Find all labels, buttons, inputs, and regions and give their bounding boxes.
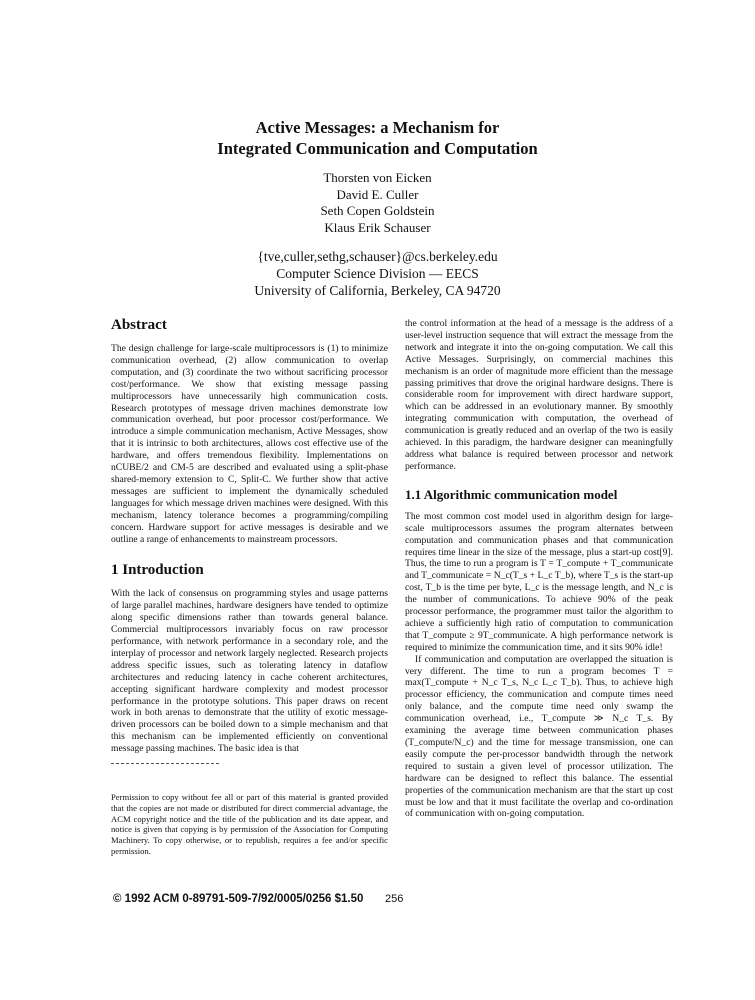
author: Thorsten von Eicken xyxy=(323,170,432,185)
copyright-line: © 1992 ACM 0-89791-509-7/92/0005/0256 $1.50 xyxy=(113,893,364,905)
introduction-text: With the lack of consensus on programming styles and usage patterns of large parallel machines, hardware designers have tended to optimize along specific dimensions rather than towards general balance. Commercial multiprocessors invariably focus on raw processor performance, with network performance in a secondary role, and the interplay of processor and network largely neglected. Research projects address specific issues, such as tolerating latency in dataflow architectures and reducing latency in cache coherent architectures, accepting significant hardware complexity and modest processor performance in the prototype solutions. This paper draws on recent work in both arenas to demonstrate that the utility of exotic message-driven processors can be boiled down to a simple mechanism and that this mechanism can be implemented efficiently on conventional message passing machines. The basic idea is that xyxy=(111,588,388,755)
author: David E. Culler xyxy=(336,186,419,202)
title-line-2: Integrated Communication and Computation xyxy=(217,139,538,158)
abstract-heading: Abstract xyxy=(111,317,167,333)
division: Computer Science Division — EECS xyxy=(276,266,479,281)
email: {tve,culler,sethg,schauser}@cs.berkeley.edu xyxy=(257,249,498,264)
page-number: 256 xyxy=(385,893,404,905)
left-column xyxy=(111,316,388,856)
permission-footnote: Permission to copy without fee all or part of this material is granted provided that the copies are not made or distributed for direct commercial advantage, the ACM copyright notice and the title of the publication and its date appear, and notice is given that copying is by permission of the Association for Computing Machinery. To copy otherwise, or to republish, requires a fee and/or specific permission. xyxy=(111,792,388,856)
introduction-continued: the control information at the head of a message is the address of a user-level instruction sequence that will extract the message from the network and integrate it into the on-going computation. We call this Active Messages. Surprisingly, on commercial machines this mechanism is an order of magnitude more efficient than the message passing primitives that drove the original hardware designs. There is considerable room for improvement with direct hardware support, which can be addressed in an evolutionary manner. By smoothly integrating communication with computation, the overhead of communication is greatly reduced and an overlap of the two is easily achieved. In this paradigm, the hardware designer can meaningfully address what balance is required between processor and network performance. xyxy=(405,318,673,472)
introduction-heading: 1 Introduction xyxy=(111,562,204,579)
paper-title xyxy=(0,117,755,159)
abstract-text: The design challenge for large-scale multiprocessors is (1) to minimize communication overhead, (2) allow communication to overlap computation, and (3) coordinate the two without sacrificing processor cost/performance. We show that existing message passing multiprocessors have unnecessarily high communication costs. Research prototypes of message driven machines demonstrate low communication overhead, but poor processor cost/performance. We introduce a simple communication mechanism, Active Messages, show that it is intrinsic to both architectures, allows cost effective use of the hardware, and offers tremendous flexibility. Implementations on nCUBE/2 and CM-5 are described and evaluated using a split-phase shared-memory extension to C, Split-C. We further show that active messages are sufficient to implement the dynamically scheduled languages for which message driven machines were designed. With this mechanism, latency tolerance becomes a programming/compiling concern. Hardware support for active messages is desirable and we outline a range of enhancements to mainstream processors. xyxy=(111,343,388,545)
title-line-1: Active Messages: a Mechanism for xyxy=(255,118,500,137)
author: Klaus Erik Schauser xyxy=(324,219,431,235)
section-1-1-para-1: The most common cost model used in algorithm design for large-scale multiprocessors assumes the program alternates between computation and communication phases and that communication requires time linear in the size of the message, plus a start-up cost[9]. Thus, the time to run a program is T = T_compute + T_communicate and T_communicate = N_c(T_s + L_c T_b), where T_s is the start-up cost, T_b is the time per byte, L_c is the message length, and N_c is the number of communications. To achieve 90% of the peak processor performance, the programmer must tailor the algorithm to achieve a sufficiently high ratio of computation to communication that T_compute ≥ 9T_communicate. A high performance network is required to minimize the communication time, and it sits 90% idle! xyxy=(405,510,673,653)
author-list xyxy=(0,170,755,236)
section-1-1-heading: 1.1 Algorithmic communication model xyxy=(405,486,618,502)
author: Seth Copen Goldstein xyxy=(320,203,435,218)
right-column xyxy=(405,318,673,820)
affiliation xyxy=(0,248,755,299)
section-1-1-para-2: If communication and computation are overlapped the situation is very different. The time to run a program becomes T = max(T_compute + N_c T_s, N_c L_c T_b). Thus, to achieve high processor efficiency, the communication and compute times need only balance, and the compute time need only swamp the communication overhead, i.e., T_compute ≫ N_c T_s. By examining the average time between communication phases (T_compute/N_c) and the time for message transmission, one can easily compute the per-processor bandwidth through the network required to sustain a given level of processor utilization. The hardware can be designed to reflect this balance. The essential properties of the communication mechanism are that the start up cost must be low and that it must facilitate the overlap and co-ordination of communication with on-going computation. xyxy=(405,653,673,820)
footnote-rule xyxy=(111,763,219,764)
university: University of California, Berkeley, CA 94720 xyxy=(254,283,501,298)
